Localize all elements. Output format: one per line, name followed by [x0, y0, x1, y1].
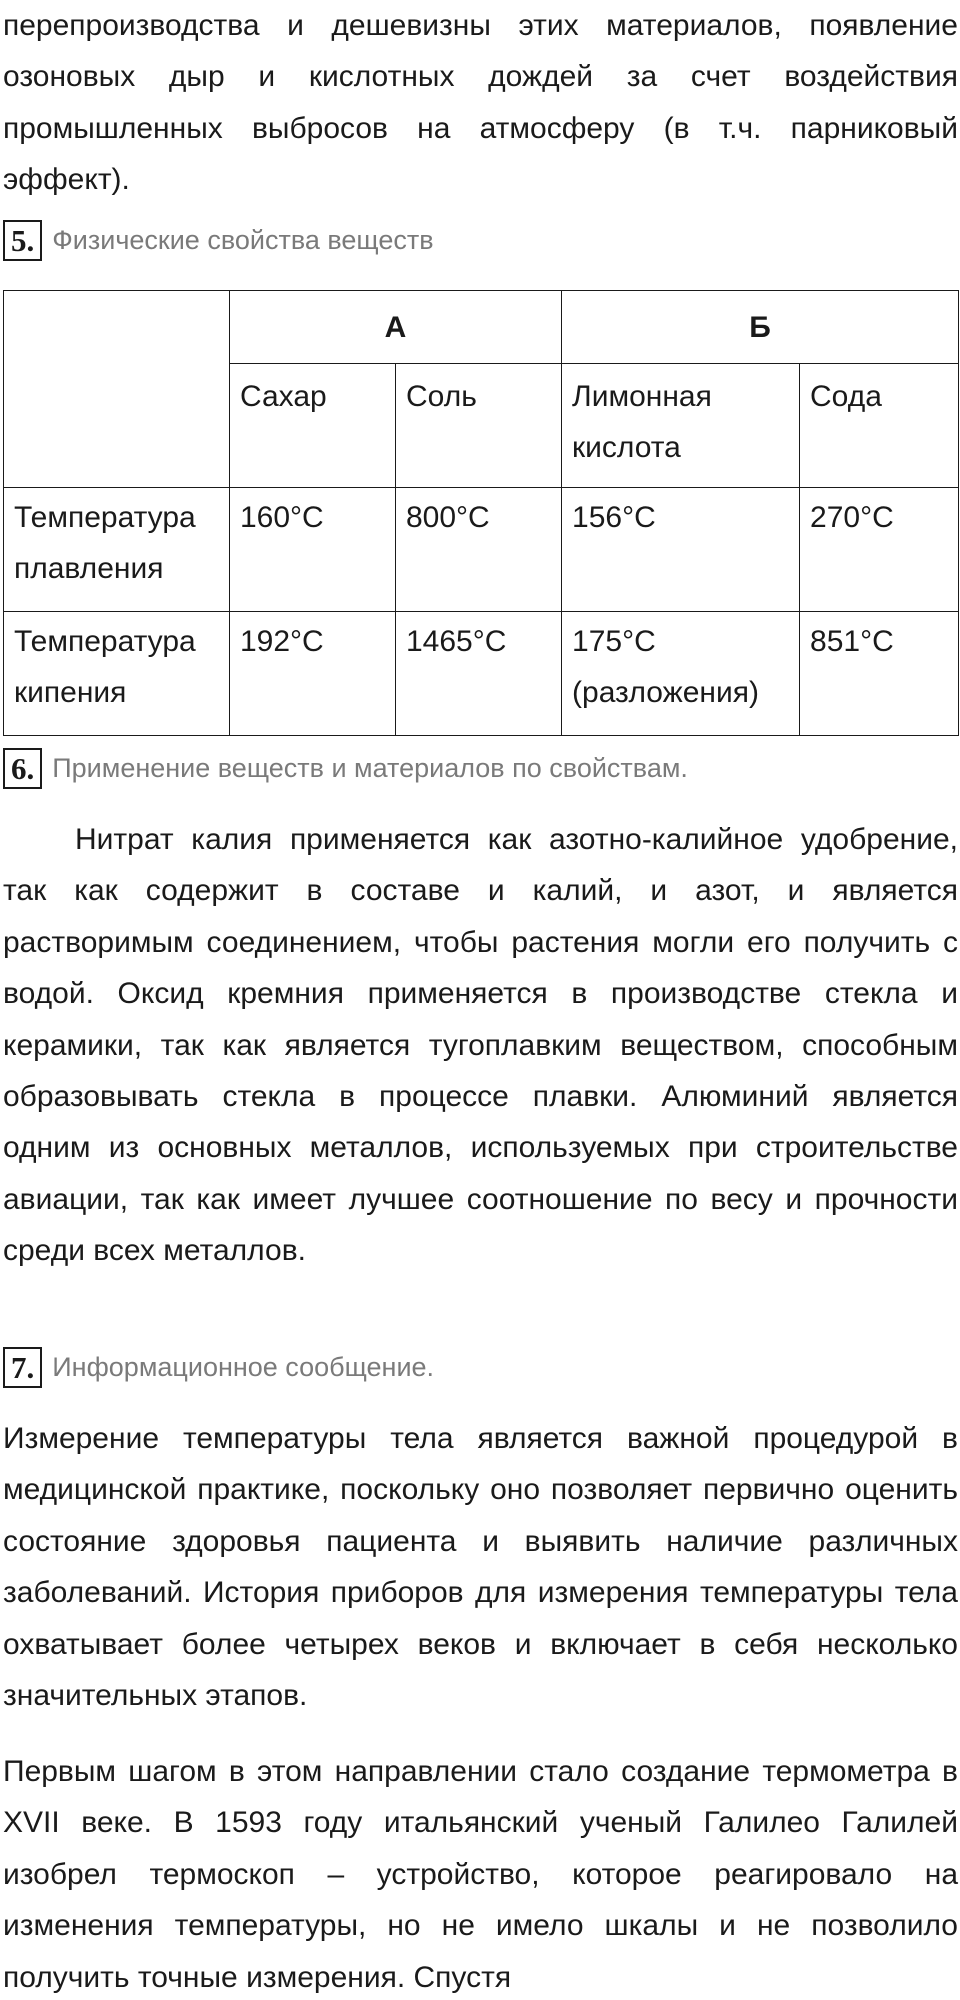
intro-paragraph: перепроизводства и дешевизны этих материалов, появление озоновых дыр и кислотных дождей за счет воздействия промышленных выбросов на атмосферу (в т.ч. парниковый эффект).	[3, 9, 958, 197]
column-header-sugar: Сахар	[230, 364, 396, 488]
column-header-soda: Сода	[800, 364, 959, 488]
section-5-number: 5.	[3, 220, 42, 261]
section-7-number: 7.	[3, 1347, 42, 1388]
group-a-header: А	[230, 291, 562, 364]
table-cell: 1465°С	[396, 612, 562, 736]
table-cell: 270°С	[800, 488, 959, 612]
section-6-heading	[3, 746, 688, 790]
section-7-title: Информационное сообщение.	[52, 1351, 435, 1382]
section-6-title: Применение веществ и материалов по свойствам.	[52, 752, 688, 783]
table-cell: 160°С	[230, 488, 396, 612]
section-7-heading	[3, 1345, 434, 1389]
table-cell: 192°С	[230, 612, 396, 736]
column-header-citric-acid: Лимонная кислота	[562, 364, 800, 488]
table-group-row	[4, 291, 959, 364]
section-6-number: 6.	[3, 748, 42, 789]
table-row-boiling	[4, 612, 959, 736]
table-cell: 851°С	[800, 612, 959, 736]
section-6-paragraph: Нитрат калия применяется как азотно-калийное удобрение, так как содержит в составе и калий, и азот, и является растворимым соединением, чтобы растения могли его получить с водой. Оксид кремния применяется в производстве стекла и керамики, так как является тугоплавким веществом, способным образовывать стекла в процессе плавки. Алюминий является одним из основных металлов, используемых при строительстве авиации, так как имеет лучшее соотношение по весу и прочности среди всех металлов.	[3, 823, 958, 1268]
table-row-melting	[4, 488, 959, 612]
section-5-heading	[3, 218, 434, 262]
row-label-melting: Температура плавления	[4, 488, 230, 612]
table-cell: 800°С	[396, 488, 562, 612]
column-header-salt: Соль	[396, 364, 562, 488]
section-7-paragraph-1: Измерение температуры тела является важной процедурой в медицинской практике, поскольку оно позволяет первично оценить состояние здоровья пациента и выявить наличие различных заболеваний. История приборов для измерения температуры тела охватывает более четырех веков и включает в себя несколько значительных этапов.	[3, 1422, 958, 1713]
section-7-paragraph-2: Первым шагом в этом направлении стало создание термометра в XVII веке. В 1593 году итальянский ученый Галилео Галилей изобрел термоскоп – устройство, которое реагировало на изменения температуры, но не имело шкалы и не позволило получить точные измерения. Спустя	[3, 1755, 958, 1994]
row-label-boiling: Температура кипения	[4, 612, 230, 736]
table-cell: 156°С	[562, 488, 800, 612]
group-b-header: Б	[562, 291, 959, 364]
table-corner-cell	[4, 291, 230, 488]
physical-properties-table	[3, 290, 959, 736]
section-5-title: Физические свойства веществ	[52, 224, 434, 255]
table-cell: 175°С (разложения)	[562, 612, 800, 736]
